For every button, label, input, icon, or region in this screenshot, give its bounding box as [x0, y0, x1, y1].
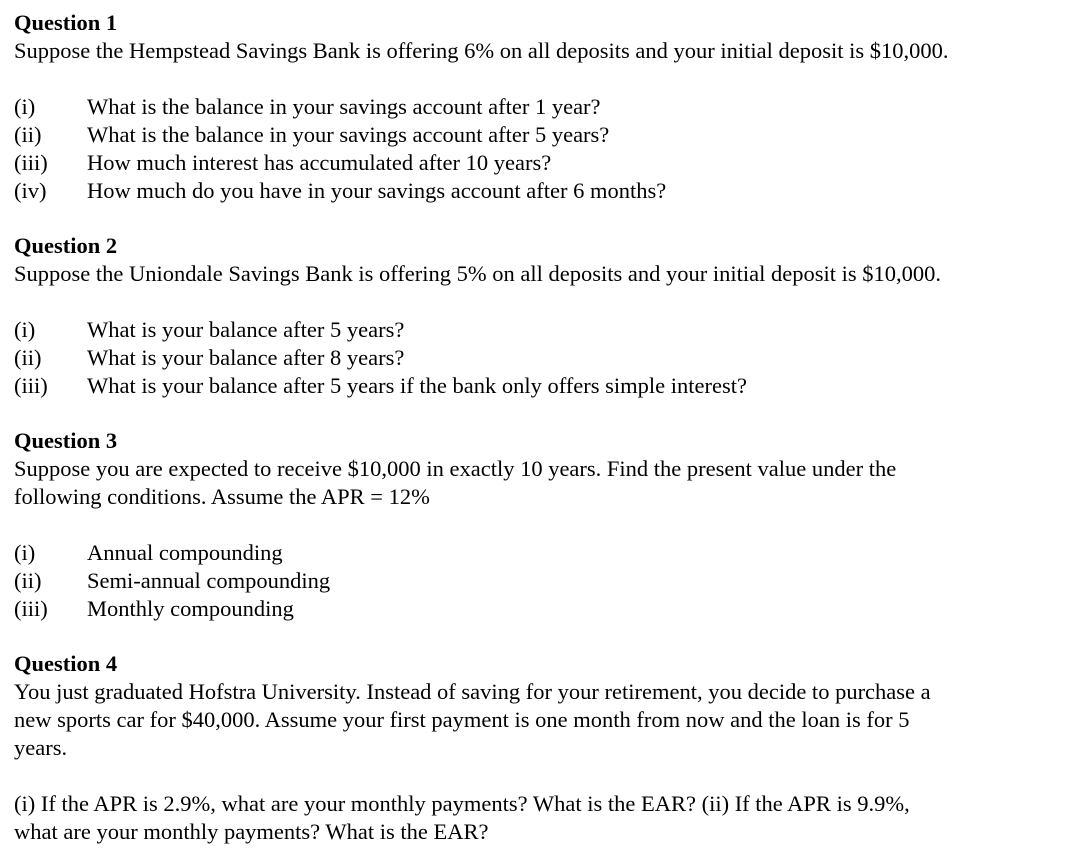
item-number: (i) — [14, 317, 36, 342]
list-item — [14, 121, 1054, 149]
question-2-heading: Question 2 — [14, 233, 118, 258]
item-number: (iii) — [14, 373, 48, 398]
list-item — [14, 344, 1054, 372]
list-item — [14, 372, 1054, 400]
question-4-body-line-2: what are your monthly payments? What is the EAR? — [14, 819, 489, 844]
question-2-intro: Suppose the Uniondale Savings Bank is offering 5% on all deposits and your initial deposit is $10,000. — [14, 261, 941, 286]
question-2 — [14, 232, 1054, 400]
question-4-body-line-1: (i) If the APR is 2.9%, what are your monthly payments? What is the EAR? (ii) If the APR is 9.9%, — [14, 791, 910, 816]
item-number: (ii) — [14, 345, 42, 370]
item-number: (i) — [14, 94, 36, 119]
item-text: Semi-annual compounding — [87, 568, 331, 593]
item-number: (ii) — [14, 122, 42, 147]
item-number: (ii) — [14, 568, 42, 593]
question-4-intro-line-2: new sports car for $40,000. Assume your first payment is one month from now and the loan is for 5 — [14, 707, 910, 732]
item-text: How much do you have in your savings account after 6 months? — [87, 178, 667, 203]
question-3-heading: Question 3 — [14, 428, 118, 453]
question-4-heading: Question 4 — [14, 651, 118, 676]
question-4 — [14, 650, 1054, 846]
list-item — [14, 567, 1054, 595]
question-3-intro-line-1: Suppose you are expected to receive $10,000 in exactly 10 years. Find the present value under the — [14, 456, 897, 481]
document-page — [14, 9, 1054, 846]
question-4-intro-line-3: years. — [14, 735, 68, 760]
item-text: What is your balance after 5 years? — [87, 317, 405, 342]
question-3 — [14, 427, 1054, 623]
question-1 — [14, 9, 1054, 205]
list-item — [14, 539, 1054, 567]
item-number: (iii) — [14, 596, 48, 621]
item-text: How much interest has accumulated after 10 years? — [87, 150, 552, 175]
item-text: Monthly compounding — [87, 596, 294, 621]
list-item — [14, 149, 1054, 177]
list-item — [14, 93, 1054, 121]
item-number: (iv) — [14, 178, 47, 203]
item-number: (i) — [14, 540, 36, 565]
question-3-intro-line-2: following conditions. Assume the APR = 12% — [14, 484, 430, 509]
question-1-intro: Suppose the Hempstead Savings Bank is offering 6% on all deposits and your initial deposit is $10,000. — [14, 38, 949, 63]
question-1-heading: Question 1 — [14, 10, 118, 35]
item-text: Annual compounding — [87, 540, 283, 565]
item-number: (iii) — [14, 150, 48, 175]
item-text: What is your balance after 8 years? — [87, 345, 405, 370]
list-item — [14, 595, 1054, 623]
list-item — [14, 177, 1054, 205]
question-4-intro-line-1: You just graduated Hofstra University. Instead of saving for your retirement, you decide to purchase a — [14, 679, 931, 704]
item-text: What is the balance in your savings account after 5 years? — [87, 122, 610, 147]
list-item — [14, 316, 1054, 344]
item-text: What is your balance after 5 years if the bank only offers simple interest? — [87, 373, 747, 398]
item-text: What is the balance in your savings account after 1 year? — [87, 94, 601, 119]
